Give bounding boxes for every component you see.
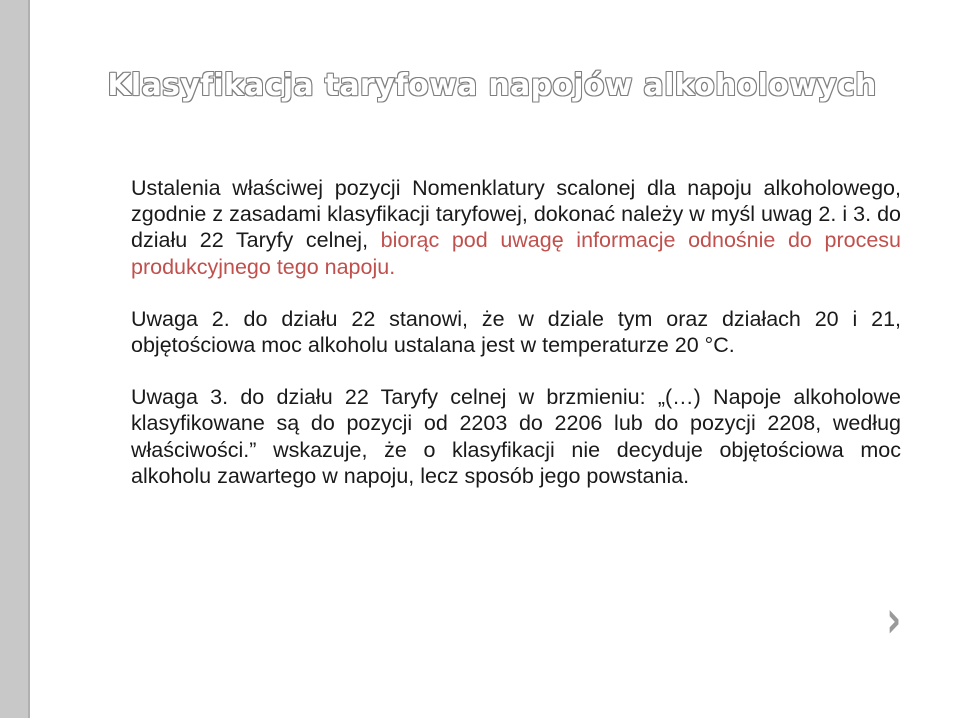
slide-body: [131, 175, 901, 489]
slide-title: Klasyfikacja taryfowa napojów alkoholowych: [107, 68, 877, 103]
paragraph-1-end: .: [389, 254, 396, 279]
paragraph-note-2: Uwaga 2. do działu 22 stanowi, że w dziale tym oraz działach 20 i 21, objętościowa moc alkoholu ustalana jest w temperaturze 20 °C.: [131, 306, 901, 358]
paragraph-1-text: Ustalenia właściwej pozycji Nomenklatury scalonej dla napoju alkoholowego, zgodnie z zasadami klasyfikacji taryfowej, dokonać należy w myśl uwag 2. i 3. do działu 22 Taryfy celnej,: [131, 176, 901, 253]
paragraph-1-highlight: biorąc pod uwagę informacje odnośnie do procesu produkcyjnego tego napoju: [131, 228, 901, 279]
chevron-right-icon[interactable]: ›: [886, 590, 902, 650]
paragraph-note-3: Uwaga 3. do działu 22 Taryfy celnej w brzmieniu: „(…) Napoje alkoholowe klasyfikowane są do pozycji od 2203 do 2206 lub do pozycji 2208, według właściwości.” wskazuje, że o klasyfikacji nie decyduje objętościowa moc alkoholu zawartego w napoju, lecz sposób jego powstania.: [131, 385, 901, 488]
paragraph-classification-rule: [131, 175, 901, 280]
left-side-bar: [0, 0, 30, 718]
